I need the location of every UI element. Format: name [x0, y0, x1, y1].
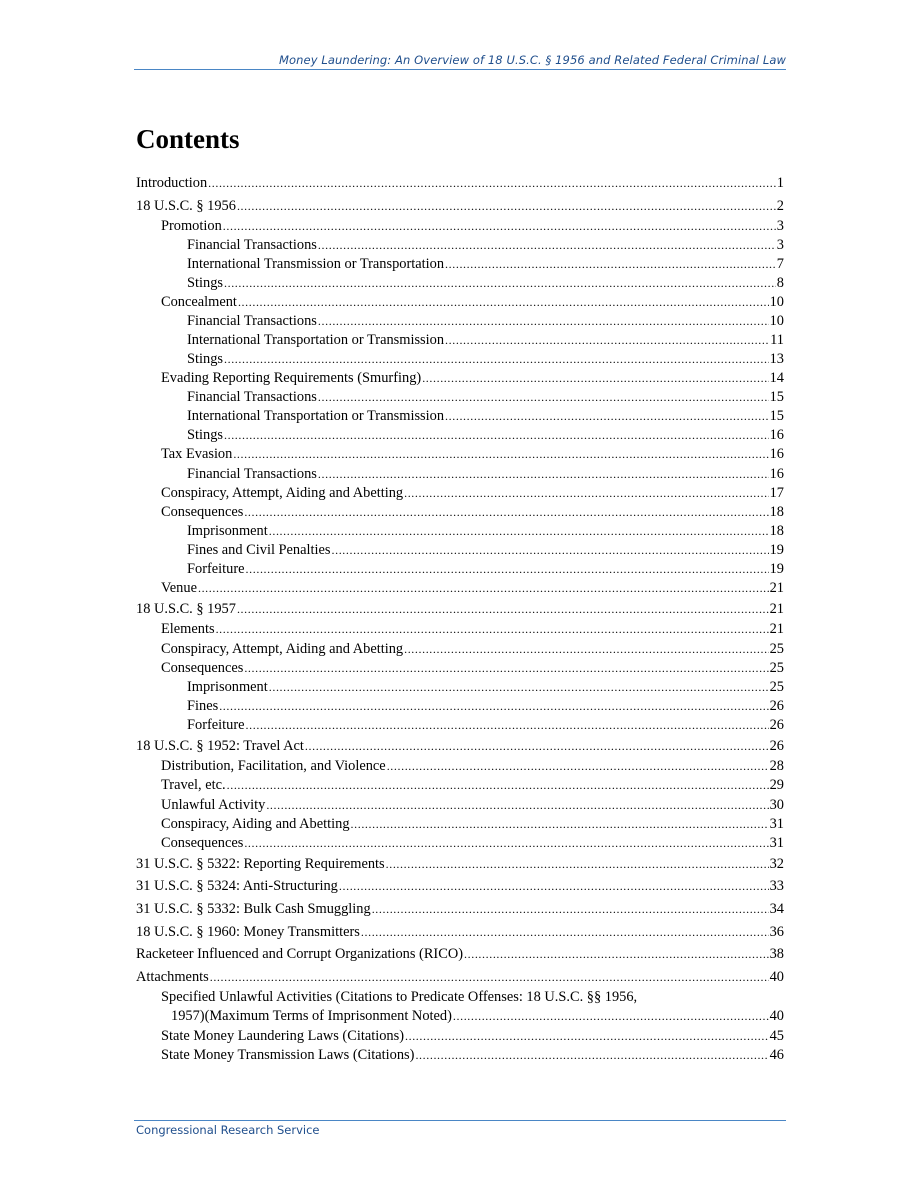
toc-entry[interactable]: [136, 943, 784, 966]
toc-leader-dots: [224, 350, 769, 369]
toc-page-number: 25: [769, 659, 784, 676]
toc-entry-label: 18 U.S.C. § 1952: Travel Act: [136, 737, 304, 754]
toc-entry[interactable]: [136, 331, 784, 350]
toc-entry[interactable]: [136, 388, 784, 407]
toc-entry[interactable]: [136, 465, 784, 484]
toc-entry[interactable]: [136, 659, 784, 678]
toc-page-number: 3: [776, 237, 784, 254]
toc-entry-label: 31 U.S.C. § 5322: Reporting Requirements: [136, 855, 385, 872]
toc-page-number: 38: [769, 946, 784, 963]
toc-leader-dots: [386, 853, 769, 876]
toc-entry-label: Financial Transactions: [187, 389, 317, 406]
toc-leader-dots: [198, 579, 769, 598]
toc-entry[interactable]: [136, 834, 784, 853]
toc-leader-dots: [404, 484, 769, 503]
toc-entry-label: Stings: [187, 275, 223, 292]
toc-entry-label: Forfeiture: [187, 716, 245, 733]
toc-entry[interactable]: [136, 407, 784, 426]
toc-page-number: 18: [769, 503, 784, 520]
toc-entry[interactable]: [136, 757, 784, 776]
toc-page-number: 15: [769, 389, 784, 406]
toc-entry-label: International Transportation or Transmission: [187, 332, 445, 349]
toc-page-number: 8: [776, 275, 784, 292]
toc-page-number: 32: [769, 855, 784, 872]
toc-page-number: 33: [769, 878, 784, 895]
toc-entry-label: Fines and Civil Penalties: [187, 541, 331, 558]
toc-entry-label: Attachments: [136, 968, 209, 985]
toc-page-number: 1: [776, 175, 784, 191]
toc-entry[interactable]: [136, 274, 784, 293]
toc-leader-dots: [246, 560, 769, 579]
toc-page-number: 40: [769, 1008, 784, 1025]
page-title: Contents: [136, 124, 240, 154]
toc-page-number: 16: [769, 427, 784, 444]
toc-leader-dots: [415, 1046, 768, 1065]
toc-entry[interactable]: [136, 988, 784, 1027]
toc-page-number: 21: [769, 600, 784, 617]
toc-page-number: 13: [769, 351, 784, 368]
toc-leader-dots: [361, 921, 769, 944]
toc-leader-dots: [238, 293, 769, 312]
toc-entry[interactable]: [136, 1046, 784, 1065]
toc-leader-dots: [244, 503, 768, 522]
toc-entry-label: Forfeiture: [187, 560, 245, 577]
toc-page-number: 10: [769, 313, 784, 330]
toc-leader-dots: [244, 659, 768, 678]
toc-page-number: 11: [770, 332, 784, 349]
toc-entry-label: Distribution, Facilitation, and Violence: [161, 758, 386, 775]
toc-page-number: 15: [769, 408, 784, 425]
toc-page-number: 26: [769, 697, 784, 714]
toc-page-number: 21: [769, 621, 784, 638]
toc-page-number: 19: [769, 560, 784, 577]
toc-leader-dots: [339, 875, 769, 898]
toc-page-number: 31: [769, 834, 784, 851]
toc-entry[interactable]: [136, 541, 784, 560]
toc-page-number: 25: [769, 678, 784, 695]
toc-leader-dots: [445, 407, 769, 426]
toc-leader-dots: [318, 465, 769, 484]
toc-entry-label: Introduction: [136, 175, 208, 191]
toc-entry-label: 31 U.S.C. § 5324: Anti-Structuring: [136, 878, 338, 895]
toc-page-number: 40: [769, 968, 784, 985]
table-of-contents: [136, 172, 784, 1066]
toc-leader-dots: [332, 541, 769, 560]
toc-entry-label: Travel, etc.: [161, 777, 226, 794]
toc-entry[interactable]: [136, 815, 784, 834]
toc-entry[interactable]: [136, 966, 784, 989]
toc-entry[interactable]: [136, 195, 784, 218]
toc-entry[interactable]: [136, 898, 784, 921]
toc-page-number: 26: [769, 716, 784, 733]
toc-leader-dots: [351, 815, 769, 834]
toc-entry-label: Conspiracy, Attempt, Aiding and Abetting: [161, 484, 404, 501]
toc-entry-label: 18 U.S.C. § 1956: [136, 197, 236, 214]
toc-leader-dots: [405, 1027, 769, 1046]
toc-leader-dots: [269, 522, 769, 541]
toc-entry[interactable]: [136, 579, 784, 598]
toc-entry-label: Promotion: [161, 218, 222, 235]
toc-entry-label: Imprisonment: [187, 522, 268, 539]
toc-entry-label: Financial Transactions: [187, 465, 317, 482]
toc-entry[interactable]: [136, 350, 784, 369]
toc-entry-label: Stings: [187, 351, 223, 368]
toc-leader-dots: [453, 1007, 769, 1026]
toc-entry[interactable]: [136, 236, 784, 255]
toc-page-number: 16: [769, 446, 784, 463]
footer-rule: [134, 1120, 786, 1121]
toc-leader-dots: [244, 834, 768, 853]
toc-page-number: 7: [776, 256, 784, 273]
toc-entry[interactable]: [136, 522, 784, 541]
toc-entry[interactable]: [136, 853, 784, 876]
running-header: Money Laundering: An Overview of 18 U.S.C. § 1956 and Related Federal Criminal Law: [279, 53, 786, 67]
toc-entry-label: Tax Evasion: [161, 446, 233, 463]
toc-leader-dots: [210, 966, 769, 989]
toc-page-number: 26: [769, 737, 784, 754]
toc-page-number: 46: [769, 1047, 784, 1064]
toc-leader-dots: [318, 388, 769, 407]
toc-entry[interactable]: [136, 369, 784, 388]
toc-leader-dots: [372, 898, 769, 921]
toc-leader-dots: [445, 331, 769, 350]
toc-entry-label: Consequences: [161, 659, 244, 676]
toc-entry[interactable]: [136, 217, 784, 236]
toc-leader-dots: [216, 620, 769, 639]
toc-leader-dots: [464, 943, 769, 966]
toc-page-number: 2: [776, 197, 784, 214]
toc-entry-label: Elements: [161, 621, 215, 638]
toc-entry-label: International Transportation or Transmission: [187, 408, 445, 425]
toc-entry-label-continued: 1957)(Maximum Terms of Imprisonment Noted): [171, 1008, 452, 1025]
toc-entry-label: 18 U.S.C. § 1960: Money Transmitters: [136, 923, 360, 940]
toc-leader-dots: [387, 757, 769, 776]
toc-page-number: 29: [769, 777, 784, 794]
toc-entry[interactable]: [136, 484, 784, 503]
toc-entry[interactable]: [136, 716, 784, 735]
toc-entry-label: Concealment: [161, 294, 237, 311]
toc-page-number: 31: [769, 815, 784, 832]
toc-page-number: 17: [769, 484, 784, 501]
toc-entry[interactable]: [136, 503, 784, 522]
toc-entry[interactable]: [136, 255, 784, 274]
toc-leader-dots: [318, 236, 776, 255]
toc-page-number: 45: [769, 1028, 784, 1045]
toc-page-number: 30: [769, 796, 784, 813]
toc-entry-label: Fines: [187, 697, 219, 714]
toc-entry[interactable]: [136, 445, 784, 464]
toc-leader-dots: [318, 312, 769, 331]
toc-page-number: 36: [769, 923, 784, 940]
footer-organization: Congressional Research Service: [136, 1123, 320, 1137]
toc-entry-label: Imprisonment: [187, 678, 268, 695]
toc-entry[interactable]: [136, 875, 784, 898]
toc-entry[interactable]: [136, 921, 784, 944]
toc-entry[interactable]: [136, 697, 784, 716]
toc-entry[interactable]: [136, 560, 784, 579]
toc-entry[interactable]: [136, 620, 784, 639]
toc-leader-dots: [219, 697, 768, 716]
toc-entry-label: State Money Transmission Laws (Citations): [161, 1047, 415, 1064]
toc-leader-dots: [445, 255, 776, 274]
toc-leader-dots: [227, 776, 769, 795]
toc-page-number: 3: [776, 218, 784, 235]
toc-entry-label: Consequences: [161, 834, 244, 851]
toc-entry-label: State Money Laundering Laws (Citations): [161, 1028, 404, 1045]
toc-page-number: 14: [769, 370, 784, 387]
toc-entry[interactable]: [136, 735, 784, 758]
toc-entry-label: Evading Reporting Requirements (Smurfing): [161, 370, 422, 387]
toc-page-number: 16: [769, 465, 784, 482]
toc-page-number: 28: [769, 758, 784, 775]
toc-entry-label: Consequences: [161, 503, 244, 520]
toc-page-number: 34: [769, 900, 784, 917]
toc-leader-dots: [237, 598, 769, 621]
toc-entry[interactable]: [136, 598, 784, 621]
toc-leader-dots: [246, 716, 769, 735]
toc-leader-dots: [223, 217, 776, 236]
toc-page-number: 10: [769, 294, 784, 311]
toc-entry[interactable]: [136, 1027, 784, 1046]
toc-page-number: 19: [769, 541, 784, 558]
toc-entry-label: International Transmission or Transportation: [187, 256, 445, 273]
toc-entry-label: Unlawful Activity: [161, 796, 266, 813]
toc-leader-dots: [422, 369, 768, 388]
toc-page-number: 25: [769, 640, 784, 657]
toc-leader-dots: [224, 274, 776, 293]
toc-entry[interactable]: [136, 796, 784, 815]
toc-entry[interactable]: [136, 776, 784, 795]
toc-entry[interactable]: [136, 293, 784, 312]
toc-leader-dots: [404, 640, 769, 659]
toc-leader-dots: [305, 735, 769, 758]
toc-entry[interactable]: [136, 312, 784, 331]
toc-entry-label: Conspiracy, Aiding and Abetting: [161, 815, 350, 832]
toc-entry-label: Financial Transactions: [187, 237, 317, 254]
toc-leader-dots: [224, 426, 769, 445]
toc-leader-dots: [237, 195, 776, 218]
toc-entry-label: Specified Unlawful Activities (Citations to Predicate Offenses: 18 U.S.C. §§ 1956,: [161, 989, 638, 1006]
header-rule: [134, 69, 786, 70]
toc-entry-label: 31 U.S.C. § 5332: Bulk Cash Smuggling: [136, 900, 371, 917]
toc-entry[interactable]: [136, 678, 784, 697]
toc-leader-dots: [233, 445, 768, 464]
toc-entry[interactable]: [136, 172, 784, 195]
toc-entry[interactable]: [136, 640, 784, 659]
toc-leader-dots: [208, 172, 776, 195]
toc-page-number: 21: [769, 579, 784, 596]
toc-entry-label: Financial Transactions: [187, 313, 317, 330]
toc-entry-label: Racketeer Influenced and Corrupt Organizations (RICO): [136, 946, 464, 963]
toc-leader-dots: [266, 796, 768, 815]
toc-entry-label: Conspiracy, Attempt, Aiding and Abetting: [161, 640, 404, 657]
toc-entry-label: Venue: [161, 579, 197, 596]
toc-entry-label: Stings: [187, 427, 223, 444]
toc-entry-label: 18 U.S.C. § 1957: [136, 600, 236, 617]
toc-page-number: 18: [769, 522, 784, 539]
toc-entry[interactable]: [136, 426, 784, 445]
toc-leader-dots: [269, 678, 769, 697]
